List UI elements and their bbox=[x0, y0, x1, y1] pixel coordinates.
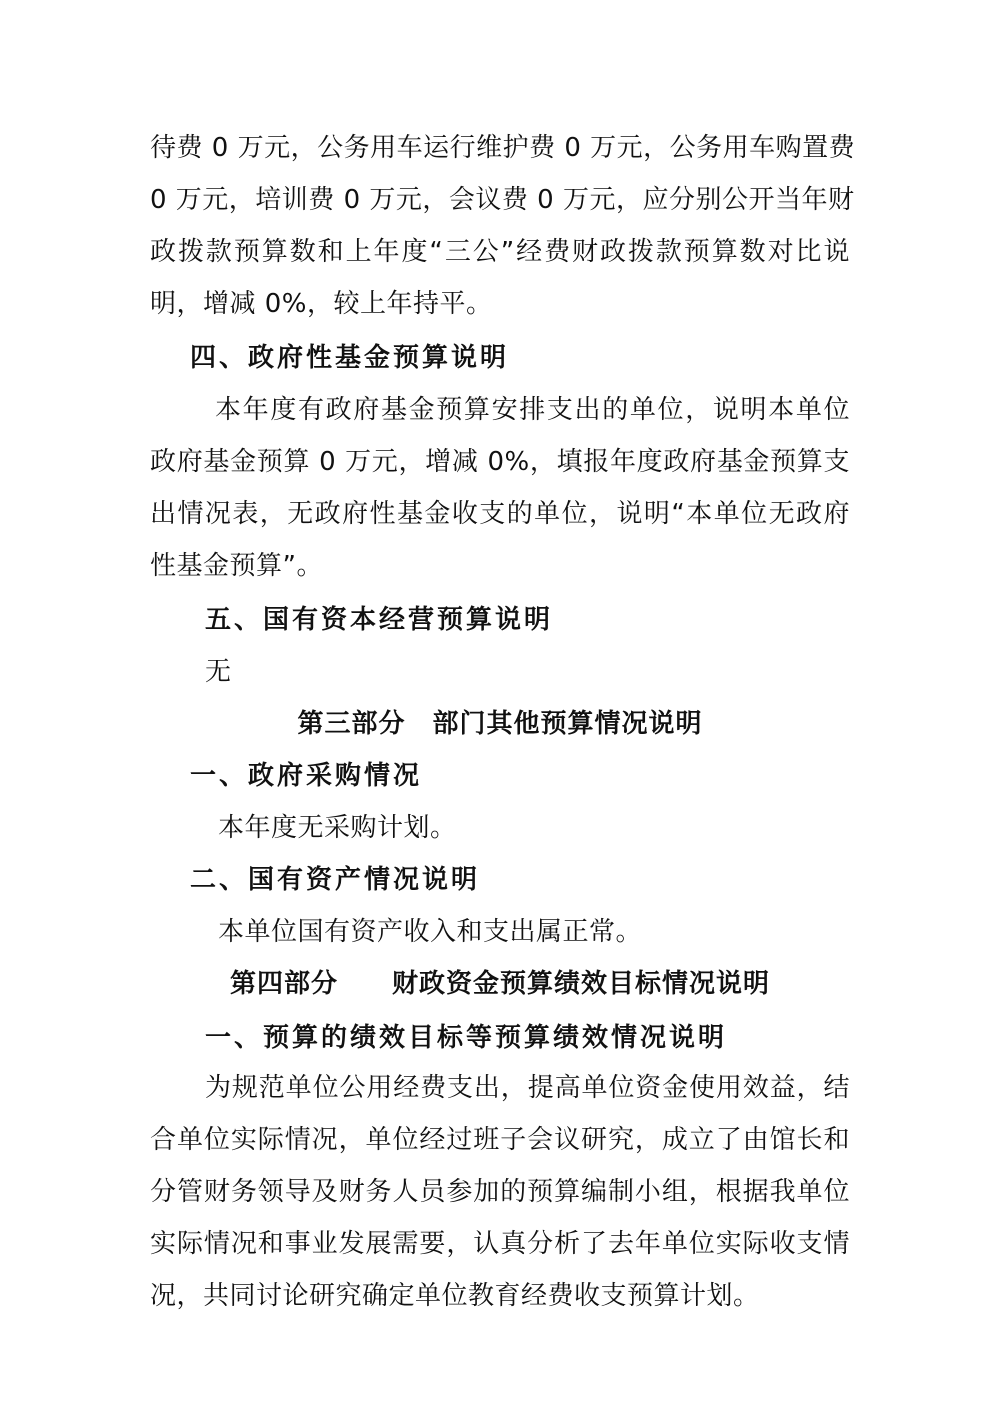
section-body: 本年度无采购计划。 bbox=[218, 813, 457, 843]
section-body: 本单位国有资产收入和支出属正常。 bbox=[218, 917, 643, 947]
paragraph-line: 明，增减 0%，较上年持平。 bbox=[150, 289, 493, 319]
part-title-three: 第三部分 部门其他预算情况说明 bbox=[297, 709, 703, 739]
paragraph-line: 本年度有政府基金预算安排支出的单位，说明本单位 bbox=[215, 395, 850, 425]
section-heading-performance-goals: 一、预算的绩效目标等预算绩效情况说明 bbox=[205, 1023, 728, 1053]
paragraph-line: 待费 0 万元，公务用车运行维护费 0 万元，公务用车购置费 bbox=[150, 133, 856, 163]
paragraph-line: 实际情况和事业发展需要，认真分析了去年单位实际收支情 bbox=[150, 1229, 850, 1259]
section-body: 无 bbox=[205, 657, 232, 687]
section-heading-government-fund: 四、政府性基金预算说明 bbox=[190, 343, 510, 373]
section-heading-state-assets: 二、国有资产情况说明 bbox=[190, 865, 481, 895]
section-heading-state-capital: 五、国有资本经营预算说明 bbox=[205, 605, 554, 635]
paragraph-line: 0 万元，培训费 0 万元，会议费 0 万元，应分别公开当年财 bbox=[150, 185, 855, 215]
paragraph-line: 政府基金预算 0 万元，增减 0%，填报年度政府基金预算支 bbox=[150, 447, 850, 477]
paragraph-line: 况，共同讨论研究确定单位教育经费收支预算计划。 bbox=[150, 1281, 760, 1311]
paragraph-line: 政拨款预算数和上年度“三公”经费财政拨款预算数对比说 bbox=[150, 237, 850, 267]
paragraph-line: 合单位实际情况，单位经过班子会议研究，成立了由馆长和 bbox=[150, 1125, 850, 1155]
part-title-four: 第四部分 财政资金预算绩效目标情况说明 bbox=[229, 969, 770, 999]
paragraph-line: 为规范单位公用经费支出，提高单位资金使用效益，结 bbox=[205, 1073, 850, 1103]
paragraph-line: 出情况表，无政府性基金收支的单位，说明“本单位无政府 bbox=[150, 499, 850, 529]
paragraph-line: 性基金预算”。 bbox=[150, 551, 323, 581]
section-heading-procurement: 一、政府采购情况 bbox=[190, 761, 423, 791]
paragraph-line: 分管财务领导及财务人员参加的预算编制小组，根据我单位 bbox=[150, 1177, 850, 1207]
